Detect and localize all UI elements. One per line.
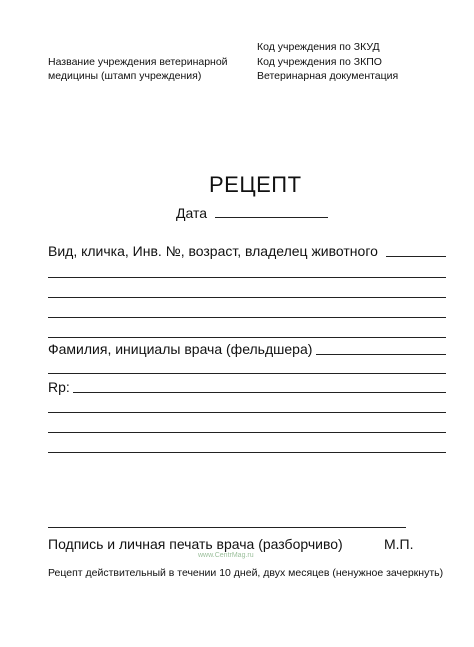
- animal-info-label: Вид, кличка, Инв. №, возраст, владелец животного: [48, 243, 378, 259]
- watermark: www.CentrMag.ru: [198, 552, 254, 559]
- doctor-name-line-1[interactable]: [48, 373, 446, 374]
- rp-label: Rp:: [48, 379, 70, 395]
- institution-code-zkpo: Код учреждения по ЗКПО: [257, 56, 382, 68]
- signature-line[interactable]: [48, 527, 406, 528]
- document-type: Ветеринарная документация: [257, 70, 399, 82]
- rp-line-inline[interactable]: [73, 392, 446, 393]
- doctor-name-label: Фамилия, инициалы врача (фельдшера): [48, 341, 313, 357]
- document-title: РЕЦЕПТ: [209, 172, 302, 197]
- animal-info-line-1[interactable]: [48, 277, 446, 278]
- rp-line-2[interactable]: [48, 432, 446, 433]
- rp-line-3[interactable]: [48, 452, 446, 453]
- validity-note: Рецепт действительный в течении 10 дней, двух месяцев (ненужное зачеркнуть): [48, 567, 444, 579]
- institution-name-line-1: Название учреждения ветеринарной: [48, 56, 228, 68]
- date-field-line[interactable]: [215, 217, 328, 218]
- animal-info-line-2[interactable]: [48, 297, 446, 298]
- institution-code-zkud: Код учреждения по ЗКУД: [257, 41, 380, 53]
- animal-info-line-3[interactable]: [48, 317, 446, 318]
- date-label: Дата: [176, 205, 208, 221]
- rp-line-1[interactable]: [48, 412, 446, 413]
- signature-label: Подпись и личная печать врача (разборчиво): [48, 536, 343, 552]
- doctor-name-line-inline[interactable]: [316, 354, 446, 355]
- animal-info-line-4[interactable]: [48, 337, 446, 338]
- institution-name-line-2: медицины (штамп учреждения): [48, 70, 202, 82]
- stamp-label: М.П.: [384, 536, 414, 552]
- animal-info-line-inline[interactable]: [386, 256, 446, 257]
